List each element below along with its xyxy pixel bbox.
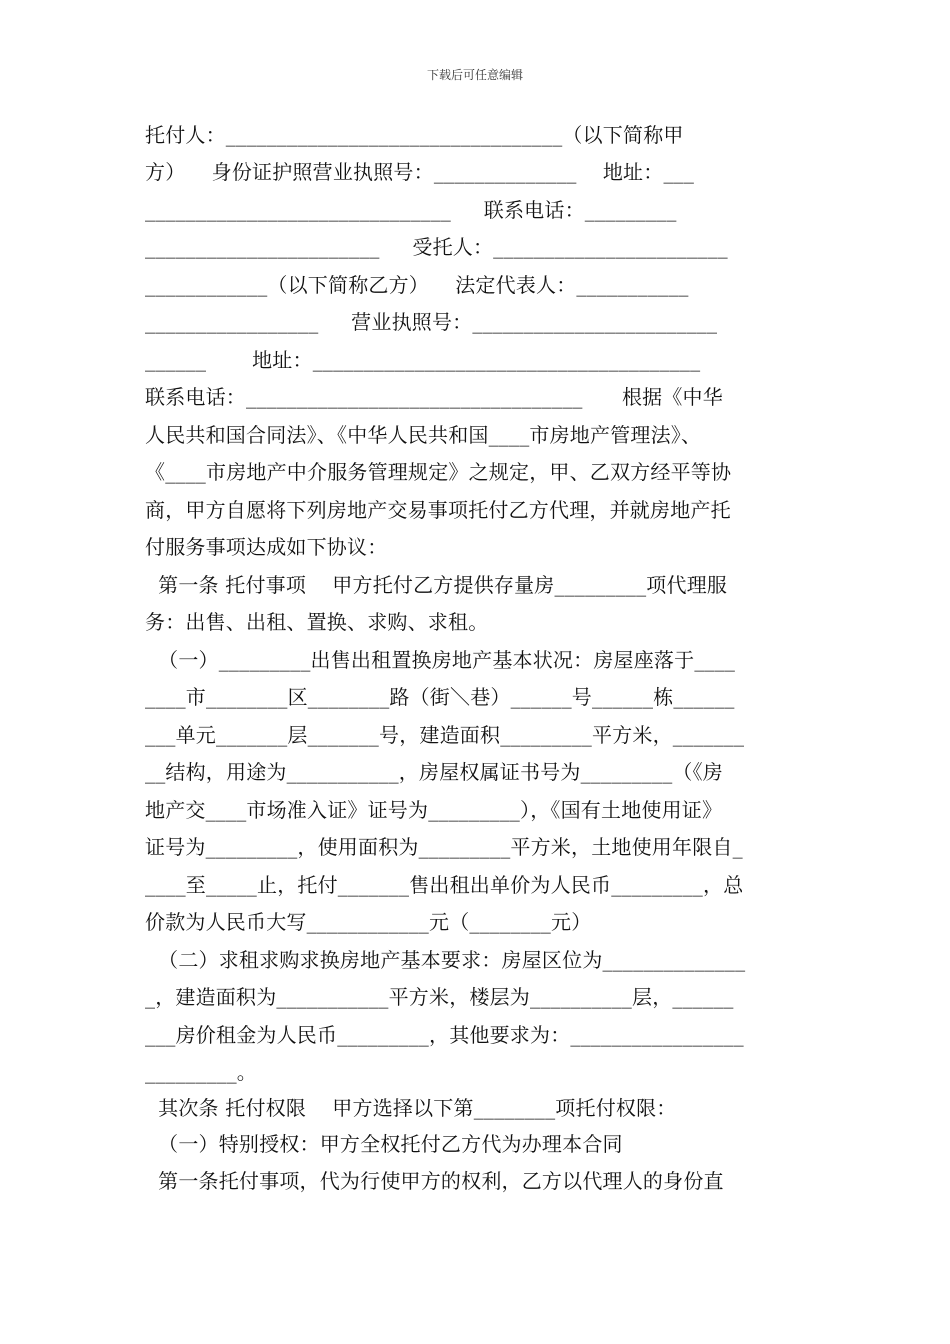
text-line: ______________________________ 联系电话：_________	[145, 198, 677, 222]
text-line: （一）特别授权：甲方全权托付乙方代为办理本合同	[145, 1132, 623, 1156]
text-line: 证号为_________，使用面积为_________平方米，土地使用年限自_	[145, 835, 743, 859]
text-line: ____至_____止，托付_______售出租出单价为人民币_________，总	[145, 873, 744, 897]
page-header-note: 下载后可任意编辑	[426, 68, 523, 82]
text-line: （二）求租求购求换房地产基本要求：房屋区位为______________	[145, 948, 746, 972]
text-line: 第一条 托付事项 甲方托付乙方提供存量房_________项代理服	[145, 573, 728, 597]
text-line: 第一条托付事项，代为行使甲方的权利，乙方以代理人的身份直	[145, 1169, 724, 1193]
text-line: 托付人：_________________________________（以下简称甲	[145, 123, 684, 147]
text-line: 价款为人民币大写____________元（________元）	[145, 910, 592, 934]
text-line: 务：出售、出租、置换、求购、求租。	[145, 610, 489, 634]
text-line: 其次条 托付权限 甲方选择以下第________项托付权限：	[145, 1096, 677, 1120]
text-line: _______________________ 受托人：_______________________	[145, 235, 728, 259]
text-line: 联系电话：_________________________________ 根据《中华	[145, 385, 723, 409]
text-line: 《____市房地产中介服务管理规定》之规定，甲、乙双方经平等协	[145, 460, 732, 484]
text-line: _________。	[145, 1060, 257, 1084]
text-line: ___单元_______层_______号，建造面积_________平方米，_______	[145, 723, 745, 747]
text-line: 地产交____市场准入证》证号为_________），《国有土地使用证》	[145, 798, 723, 822]
text-line: __结构，用途为___________，房屋权属证书号为_________（《房	[145, 760, 723, 784]
text-line: ___房价租金为人民币_________，其他要求为：_________________	[145, 1023, 744, 1047]
text-line: _，建造面积为___________平方米，楼层为__________层，______	[145, 985, 734, 1009]
text-line: ____市________区________路（街＼巷）______号______栋______	[145, 685, 735, 709]
text-line: ____________（以下简称乙方） 法定代表人：___________	[145, 273, 689, 297]
text-line: 商，甲方自愿将下列房地产交易事项托付乙方代理，并就房地产托	[145, 498, 731, 522]
text-line: ______ 地址：______________________________________	[145, 348, 701, 372]
text-line: 付服务事项达成如下协议：	[145, 535, 388, 559]
text-line: 人民共和国合同法》、《中华人民共和国____市房地产管理法》、	[145, 423, 702, 447]
text-line: （一）_________出售出租置换房地产基本状况：房屋座落于____	[145, 648, 736, 672]
text-line: _________________ 营业执照号：________________________	[145, 310, 718, 334]
text-line: 方） 身份证护照营业执照号：______________ 地址：___	[145, 160, 695, 184]
